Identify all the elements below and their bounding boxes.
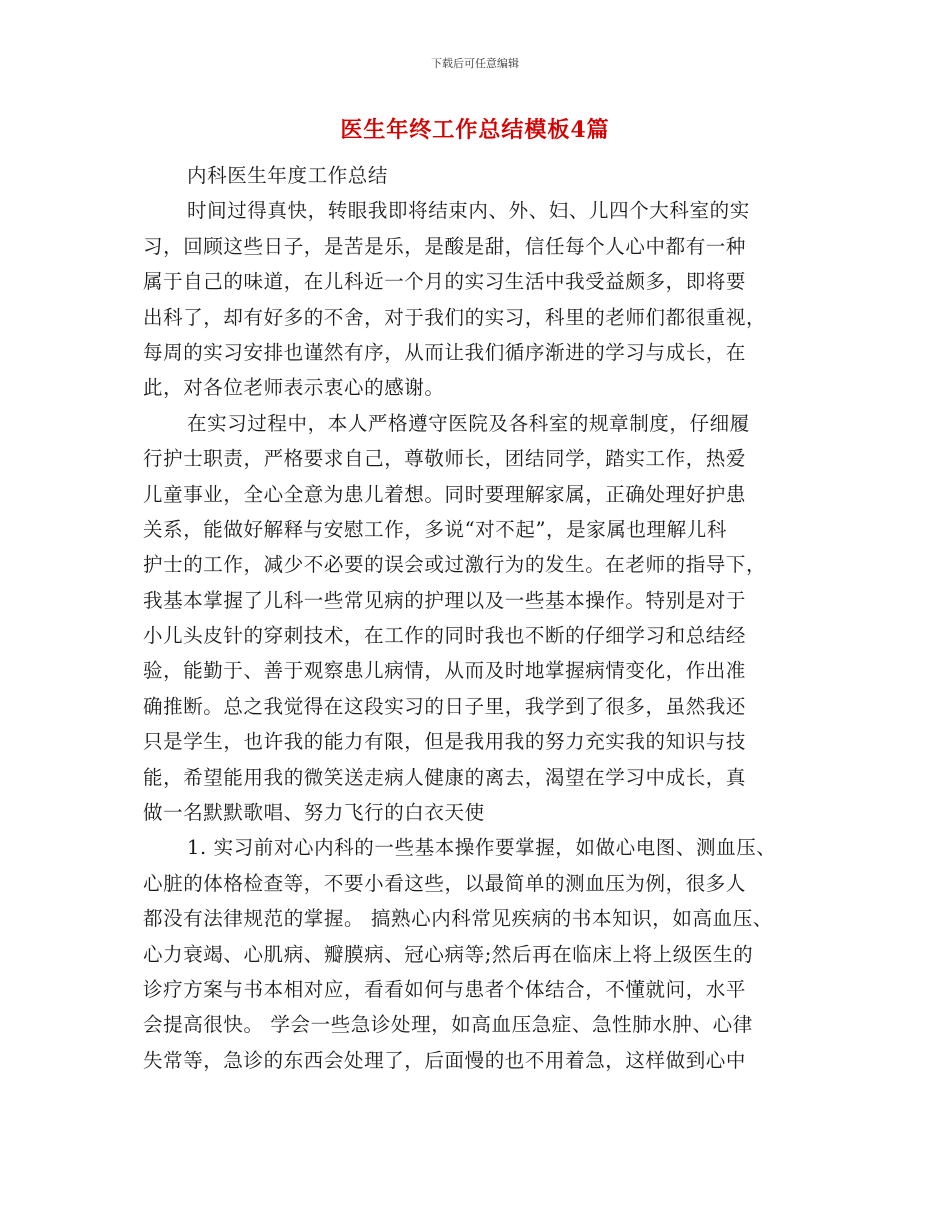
text-line: 都没有法律规范的掌握。 搞熟心内科常见疾病的书本知识，如高血压、 <box>143 907 773 931</box>
text-line: 心脏的体格检查等，不要小看这些，以最简单的测血压为例，很多人 <box>143 871 747 895</box>
text-line: 心力衰竭、心肌病、瓣膜病、冠心病等;然后再在临床上将上级医生的 <box>143 942 754 966</box>
list-item: 1. 实习前对心内科的一些基本操作要掌握，如做心电图、测血压、 <box>187 836 777 860</box>
text-line: 时间过得真快，转眼我即将结束内、外、妇、儿四个大科室的实 <box>187 199 750 223</box>
document-body <box>143 158 815 1078</box>
document-title: 医生年终工作总结模板4篇 <box>340 117 610 143</box>
text-line: 习，回顾这些日子，是苦是乐，是酸是甜，信任每个人心中都有一种 <box>143 234 747 258</box>
text-line: 护士的工作，减少不必要的误会或过激行为的发生。在老师的指导下， <box>143 553 767 577</box>
text-line: 失常等，急诊的东西会处理了，后面慢的也不用着急，这样做到心中 <box>143 1048 747 1072</box>
text-line: 只是学生，也许我的能力有限，但是我用我的努力充实我的知识与技 <box>143 730 747 754</box>
header-note: 下载后可任意编辑 <box>431 57 519 70</box>
text-line: 小儿头皮针的穿刺技术，在工作的同时我也不断的仔细学习和总结经 <box>143 624 747 648</box>
text-line: 做一名默默歌唱、努力飞行的白衣天使 <box>143 801 485 825</box>
text-line: 每周的实习安排也谨然有序，从而让我们循序渐进的学习与成长，在 <box>143 340 747 364</box>
text-line: 此，对各位老师表示衷心的感谢。 <box>143 376 445 400</box>
text-line: 关系，能做好解释与安慰工作，多说“对不起”，是家属也理解儿科 <box>143 517 727 541</box>
text-line: 行护士职责，严格要求自己，尊敬师长，团结同学，踏实工作，热爱 <box>143 447 747 471</box>
text-line: 属于自己的味道，在儿科近一个月的实习生活中我受益颇多，即将要 <box>143 270 747 294</box>
text-line: 在实习过程中，本人严格遵守医院及各科室的规章制度，仔细履 <box>187 411 750 435</box>
text-line: 诊疗方案与书本相对应，看看如何与患者个体结合，不懂就问，水平 <box>143 977 747 1001</box>
text-line: 验，能勤于、善于观察患儿病情，从而及时地掌握病情变化，作出准 <box>143 659 747 683</box>
text-line: 会提高很快。 学会一些急诊处理，如高血压急症、急性肺水肿、心律 <box>143 1013 753 1037</box>
section-heading: 内科医生年度工作总结 <box>187 164 389 187</box>
text-line: 我基本掌握了儿科一些常见病的护理以及一些基本操作。特别是对于 <box>143 588 747 612</box>
text-line: 儿童事业，全心全意为患儿着想。同时要理解家属，正确处理好护患 <box>143 482 747 506</box>
text-line: 能，希望能用我的微笑送走病人健康的离去，渴望在学习中成长，真 <box>143 765 747 789</box>
text-line: 出科了，却有好多的不舍，对于我们的实习，科里的老师们都很重视， <box>143 305 767 329</box>
text-line: 确推断。总之我觉得在这段实习的日子里，我学到了很多，虽然我还 <box>143 694 747 718</box>
